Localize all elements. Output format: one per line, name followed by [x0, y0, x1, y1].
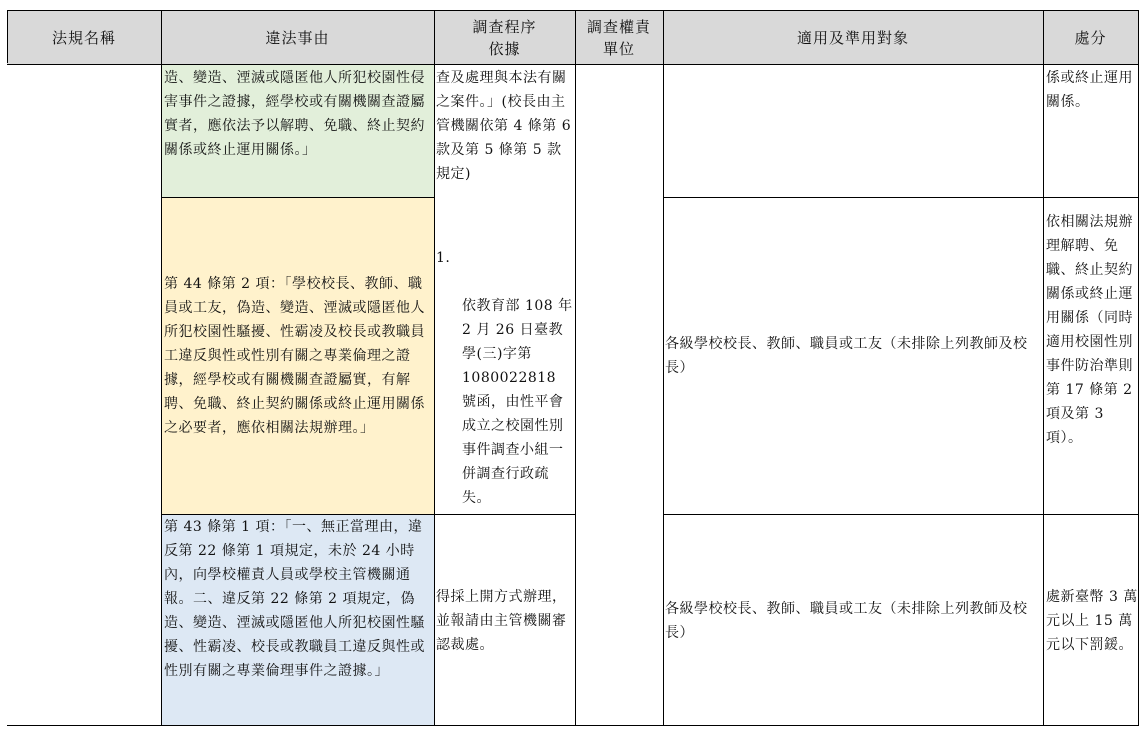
- header-applicable-subjects: 適用及準用對象: [796, 28, 909, 47]
- row2-applicable: 各級學校校長、教師、職員或工友（未排除上列教師及校長）: [665, 336, 1028, 376]
- table-border-bottom: [7, 725, 1139, 726]
- procedure-list: [436, 222, 575, 514]
- header-divider: [7, 64, 1139, 65]
- row2-procedure: [436, 198, 575, 514]
- table-border-right: [1138, 10, 1139, 726]
- header-penalty: 處分: [1074, 28, 1107, 47]
- row-divider: [663, 197, 1139, 198]
- row1-procedure: 查及處理與本法有關之案件。」(校長由主管機關依第 4 條第 6 款及第 5 條第 5 款規定): [436, 70, 572, 182]
- column-divider: [161, 10, 162, 726]
- header-violation-reason: 違法事由: [265, 28, 330, 47]
- row-divider: [663, 514, 1139, 515]
- column-divider: [1043, 10, 1044, 726]
- row3-violation: 第 43 條第 1 項：「一、無正當理由，違反第 22 條第 1 項規定，未於 24 小時內，向學校權責人員或學校主管機關通報。二、違反第 22 條第 2 項規定，偽造、變造、湮滅或隱匿他人所犯校園性騷擾、性霸凌、校長或教職員工違反與性或性別有關之專業倫理事件之證據。」: [164, 519, 425, 679]
- row2-penalty: 依相關法規辦理解聘、免職、終止契約關係或終止運用關係（同時適用校園性別事件防治準則第 17 條第 2 項及第 3 項）。: [1046, 214, 1133, 446]
- header-investigation-authority: 調查權責 單位: [586, 17, 651, 58]
- column-divider: [575, 10, 576, 726]
- row3-applicable: 各級學校校長、教師、職員或工友（未排除上列教師及校長）: [665, 600, 1028, 641]
- row3-procedure: 得採上開方式辦理，並報請由主管機關審認裁處。: [436, 588, 567, 653]
- row1-violation: 造、變造、湮滅或隱匿他人所犯校園性侵害事件之證據，經學校或有關機關查證屬實者，應依法予以解聘、免職、終止契約關係或終止運用關係。」: [164, 70, 425, 158]
- row3-penalty: 處新臺幣 3 萬元以上 15 萬元以下罰鍰。: [1046, 588, 1138, 653]
- list-number: 1.: [436, 250, 451, 266]
- column-divider: [663, 10, 664, 726]
- table-border-top: [7, 10, 1139, 11]
- table-border-left: [7, 10, 8, 63]
- procedure-list-item: [436, 246, 575, 510]
- row2-violation: 第 44 條第 2 項：「學校校長、教師、職員或工友，偽造、變造、湮滅或隱匿他人所犯校園性騷擾、性霸凌及校長或教職員工違反與性或性別有關之專業倫理之證據，經學校或有關機關查證屬實，有解聘、免職、終止契約關係或終止運用關係之必要者，應依相關法規辦理。」: [164, 276, 425, 436]
- header-regulation-name: 法規名稱: [51, 28, 116, 47]
- column-divider: [434, 10, 435, 726]
- row1-applicable: [665, 65, 1043, 197]
- header-investigation-procedure: 調查程序 依據: [472, 17, 537, 58]
- row-divider: [161, 514, 576, 515]
- row1-penalty: 係或終止運用關係。: [1046, 70, 1133, 110]
- list-text: 依教育部 108 年 2 月 26 日臺教學(三)字第 1080022818 號函，由性平會成立之校園性別事件調查小組一併調查行政疏失。: [462, 298, 573, 506]
- row-divider: [161, 197, 435, 198]
